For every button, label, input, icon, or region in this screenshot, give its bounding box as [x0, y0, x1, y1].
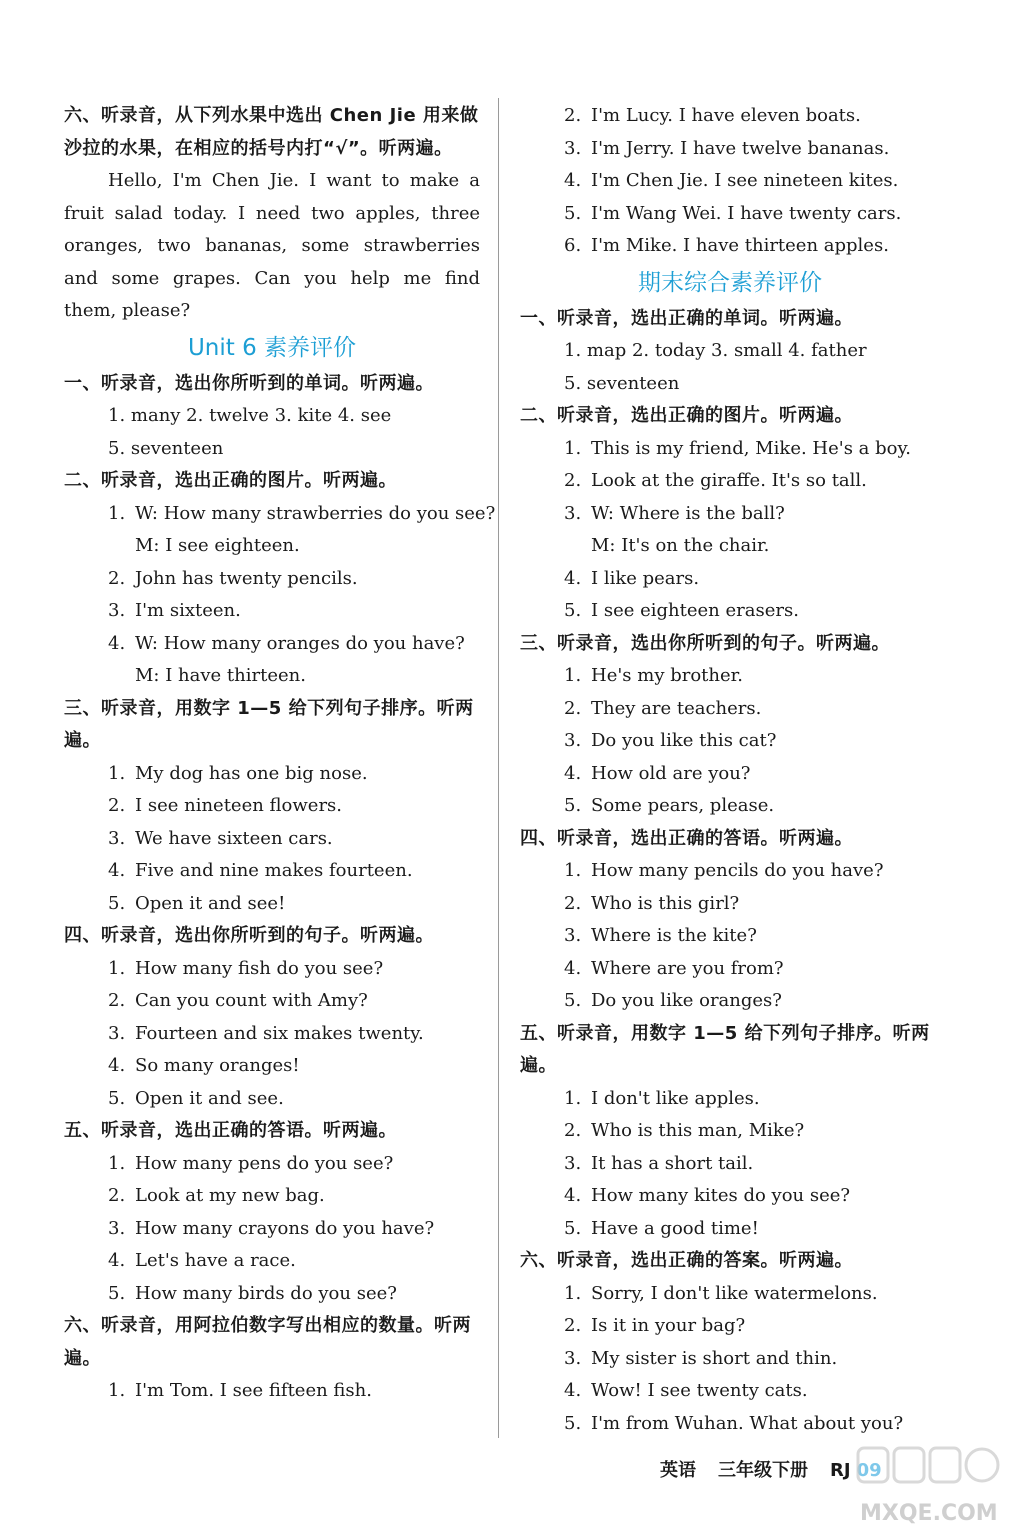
list-item	[520, 1278, 940, 1311]
item-text: Where are you from?	[591, 957, 784, 979]
list-item	[520, 1115, 940, 1148]
section-heading: 二、听录音，选出正确的图片。听两遍。	[64, 470, 397, 491]
item-number: 1.	[564, 437, 582, 459]
item-text: I'm from Wuhan. What about you?	[591, 1412, 904, 1434]
question-section	[520, 823, 940, 1018]
item-number: 2.	[108, 567, 126, 589]
item-number: 5.	[564, 1217, 582, 1239]
item-text: Where is the kite?	[591, 925, 757, 946]
item-number: 3.	[564, 730, 582, 751]
item-number: 1.	[108, 1380, 126, 1401]
item-continuation: M: I have thirteen.	[135, 665, 306, 686]
item-text: I don't like apples.	[591, 1087, 760, 1109]
list-item	[64, 1018, 480, 1051]
item-text: How many pencils do you have?	[591, 860, 884, 881]
item-text: I like pears.	[591, 567, 700, 589]
item-text: How old are you?	[591, 762, 751, 784]
section-heading: 四、听录音，选出你所听到的句子。听两遍。	[64, 925, 434, 946]
item-number: 1.	[108, 1152, 126, 1174]
item-text: How many kites do you see?	[591, 1185, 851, 1206]
list-item	[520, 1375, 940, 1408]
item-text: How many fish do you see?	[135, 957, 384, 979]
list-item	[64, 595, 480, 628]
item-number: 5.	[108, 892, 126, 914]
item-number: 2.	[564, 892, 582, 914]
item-number: 1.	[564, 665, 582, 686]
item-text: John has twenty pencils.	[135, 567, 358, 589]
list-item	[64, 790, 480, 823]
item-number: 3.	[108, 600, 126, 621]
question-section	[64, 1115, 480, 1310]
item-number: 1.	[564, 860, 582, 881]
list-item	[520, 1148, 940, 1181]
item-continuation: M: It's on the chair.	[591, 535, 770, 556]
item-number: 5.	[564, 795, 582, 816]
item-number: 1.	[564, 1282, 582, 1304]
item-text: Five and nine makes fourteen.	[135, 860, 413, 881]
item-number: 2.	[564, 697, 582, 719]
section-heading: 三、听录音，选出你所听到的句子。听两遍。	[520, 632, 890, 654]
page-footer	[660, 1456, 882, 1482]
list-item	[520, 498, 940, 531]
section-heading: 六、听录音，选出正确的答案。听两遍。	[520, 1250, 853, 1271]
item-text: W: How many strawberries do you see?	[135, 502, 496, 524]
list-item	[64, 758, 480, 791]
list-item	[520, 165, 940, 198]
section-heading: 四、听录音，选出正确的答语。听两遍。	[520, 827, 853, 849]
item-text: Do you like this cat?	[591, 730, 777, 751]
item-number: 3.	[108, 827, 126, 849]
item-text: Have a good time!	[591, 1217, 759, 1239]
item-number: 3.	[564, 137, 582, 159]
list-item	[520, 1180, 940, 1213]
item-text: I'm Chen Jie. I see nineteen kites.	[591, 170, 899, 191]
item-number: 4.	[108, 1250, 126, 1271]
list-item	[64, 1278, 480, 1311]
item-number: 3.	[564, 925, 582, 946]
item-number: 4.	[108, 860, 126, 881]
item-text: I'm Jerry. I have twelve bananas.	[591, 137, 890, 159]
list-item	[64, 1148, 480, 1181]
item-text: Wow! I see twenty cats.	[591, 1380, 808, 1401]
list-item	[520, 660, 940, 693]
item-number: 2.	[108, 795, 126, 816]
item-text: Look at my new bag.	[135, 1185, 325, 1206]
item-number: 3.	[564, 502, 582, 524]
list-item	[520, 1310, 940, 1343]
item-text: So many oranges!	[135, 1055, 300, 1076]
list-item	[64, 1050, 480, 1083]
item-number: 2.	[564, 470, 582, 491]
section-heading: 五、听录音，用数字 1—5 给下列句子排序。听两遍。	[520, 1022, 930, 1076]
item-text: We have sixteen cars.	[135, 827, 333, 849]
item-number: 5.	[564, 1412, 582, 1434]
listening-passage: Hello, I'm Chen Jie. I want to make a fruit salad today. I need two apples, three oranges, two bananas, some strawberries and some grapes. Can you help me find them, please?	[64, 170, 480, 321]
list-item	[520, 693, 940, 726]
question-section	[64, 693, 480, 921]
question-section	[520, 303, 940, 401]
list-item	[520, 563, 940, 596]
item-number: 3.	[564, 1347, 582, 1369]
item-text: I'm Mike. I have thirteen apples.	[591, 235, 889, 256]
page-number: 09	[856, 1460, 882, 1481]
list-item	[520, 465, 940, 498]
list-item	[520, 888, 940, 921]
list-item	[520, 725, 940, 758]
word-line: 5. seventeen	[108, 437, 224, 459]
list-item	[520, 855, 940, 888]
item-number: 5.	[564, 202, 582, 224]
item-continuation: M: I see eighteen.	[135, 535, 300, 556]
question-section	[520, 1018, 940, 1246]
list-item	[520, 133, 940, 166]
section-heading: 一、听录音，选出你所听到的单词。听两遍。	[64, 372, 434, 394]
list-item	[520, 198, 940, 231]
item-number: 6.	[564, 235, 582, 256]
question-section	[64, 465, 496, 693]
section-heading: 一、听录音，选出正确的单词。听两遍。	[520, 307, 853, 329]
item-number: 4.	[108, 1055, 126, 1076]
section-heading: 三、听录音，用数字 1—5 给下列句子排序。听两遍。	[64, 697, 474, 751]
item-text: Open it and see!	[135, 892, 286, 914]
list-item	[520, 1083, 940, 1116]
question-section	[520, 628, 940, 823]
item-text: I see eighteen erasers.	[591, 600, 799, 621]
item-number: 1.	[108, 957, 126, 979]
column-divider	[498, 98, 499, 1438]
item-number: 4.	[564, 1185, 582, 1206]
item-number: 5.	[564, 990, 582, 1011]
list-item	[520, 433, 940, 466]
word-line: 1. map 2. today 3. small 4. father	[564, 340, 867, 361]
list-item	[64, 953, 480, 986]
item-text: Can you count with Amy?	[135, 990, 368, 1011]
list-item	[520, 100, 940, 133]
item-number: 2.	[564, 1120, 582, 1141]
item-text: Let's have a race.	[135, 1250, 296, 1271]
item-text: I'm Wang Wei. I have twenty cars.	[591, 202, 902, 224]
item-number: 5.	[108, 1087, 126, 1109]
item-text: W: Where is the ball?	[591, 502, 785, 524]
item-number: 5.	[108, 1282, 126, 1304]
item-text: Some pears, please.	[591, 795, 775, 816]
watermark-logo	[852, 1440, 1002, 1530]
question-section	[64, 1310, 480, 1408]
item-text: Fourteen and six makes twenty.	[135, 1022, 424, 1044]
item-text: Do you like oranges?	[591, 990, 782, 1011]
item-text: I'm Tom. I see fifteen fish.	[135, 1380, 372, 1401]
item-number: 4.	[564, 1380, 582, 1401]
item-number: 1.	[108, 762, 126, 784]
item-text: I'm Lucy. I have eleven boats.	[591, 105, 861, 126]
list-item	[520, 1213, 940, 1246]
item-text: Is it in your bag?	[591, 1315, 746, 1336]
list-item	[520, 1408, 940, 1441]
item-number: 3.	[108, 1217, 126, 1239]
section-heading: 五、听录音，选出正确的答语。听两遍。	[64, 1120, 397, 1141]
watermark-text: MXQE.COM	[860, 1501, 998, 1526]
footer-subject: 英语	[660, 1460, 696, 1481]
list-item	[64, 888, 480, 921]
list-item	[520, 758, 940, 791]
item-number: 4.	[564, 957, 582, 979]
list-item	[520, 985, 940, 1018]
item-number: 3.	[564, 1152, 582, 1174]
footer-edition: RJ	[830, 1460, 851, 1481]
item-text: How many birds do you see?	[135, 1282, 397, 1304]
right-column	[520, 100, 940, 1440]
list-item	[64, 1083, 480, 1116]
item-number: 2.	[564, 1315, 582, 1336]
list-item	[520, 1343, 940, 1376]
item-text: How many pens do you see?	[135, 1152, 394, 1174]
left-column	[64, 100, 496, 1408]
item-text: This is my friend, Mike. He's a boy.	[591, 437, 911, 459]
item-number: 4.	[564, 170, 582, 191]
list-item	[64, 628, 480, 661]
item-number: 2.	[108, 1185, 126, 1206]
list-item	[64, 563, 480, 596]
list-item	[64, 823, 480, 856]
item-text: Who is this man, Mike?	[591, 1120, 805, 1141]
item-number: 4.	[564, 567, 582, 589]
item-number: 2.	[108, 990, 126, 1011]
list-item	[64, 498, 496, 531]
item-number: 3.	[108, 1022, 126, 1044]
section-heading: 二、听录音，选出正确的图片。听两遍。	[520, 405, 853, 426]
item-number: 4.	[564, 762, 582, 784]
footer-grade: 三年级下册	[718, 1460, 808, 1481]
item-text: Open it and see.	[135, 1087, 284, 1109]
section-heading: 六、听录音，用阿拉伯数字写出相应的数量。听两遍。	[64, 1315, 471, 1369]
list-item	[520, 920, 940, 953]
list-item	[64, 855, 480, 888]
item-text: They are teachers.	[591, 697, 762, 719]
list-item	[64, 985, 480, 1018]
item-text: Sorry, I don't like watermelons.	[591, 1282, 878, 1304]
item-number: 1.	[108, 502, 126, 524]
word-line: 1. many 2. twelve 3. kite 4. see	[108, 405, 392, 426]
item-text: W: How many oranges do you have?	[135, 632, 465, 654]
item-text: Who is this girl?	[591, 892, 740, 914]
final-review-title: 期末综合素养评价	[638, 269, 822, 296]
list-item	[520, 790, 940, 823]
item-text: My sister is short and thin.	[591, 1347, 838, 1369]
question-section	[520, 400, 940, 628]
item-text: I'm sixteen.	[135, 600, 241, 621]
word-line: 5. seventeen	[564, 372, 680, 394]
item-text: My dog has one big nose.	[135, 762, 368, 784]
item-number: 1.	[564, 1087, 582, 1109]
list-item	[64, 1375, 480, 1408]
unit-title: Unit 6 素养评价	[187, 334, 357, 361]
item-number: 2.	[564, 105, 582, 126]
item-number: 4.	[108, 632, 126, 654]
question-section	[520, 1245, 940, 1440]
list-item	[64, 1213, 480, 1246]
list-item	[520, 230, 940, 263]
item-text: He's my brother.	[591, 665, 744, 686]
item-number: 5.	[564, 600, 582, 621]
list-item	[520, 595, 940, 628]
list-item	[64, 1180, 480, 1213]
list-item	[520, 953, 940, 986]
question-section	[64, 920, 480, 1115]
item-text: I see nineteen flowers.	[135, 795, 343, 816]
question-section	[64, 368, 480, 466]
item-text: It has a short tail.	[591, 1152, 754, 1174]
list-item	[64, 1245, 480, 1278]
item-text: Look at the giraffe. It's so tall.	[591, 470, 867, 491]
section-heading: 六、听录音，从下列水果中选出 Chen Jie 用来做沙拉的水果，在相应的括号内打“√”。听两遍。	[64, 105, 479, 159]
item-text: How many crayons do you have?	[135, 1217, 435, 1239]
